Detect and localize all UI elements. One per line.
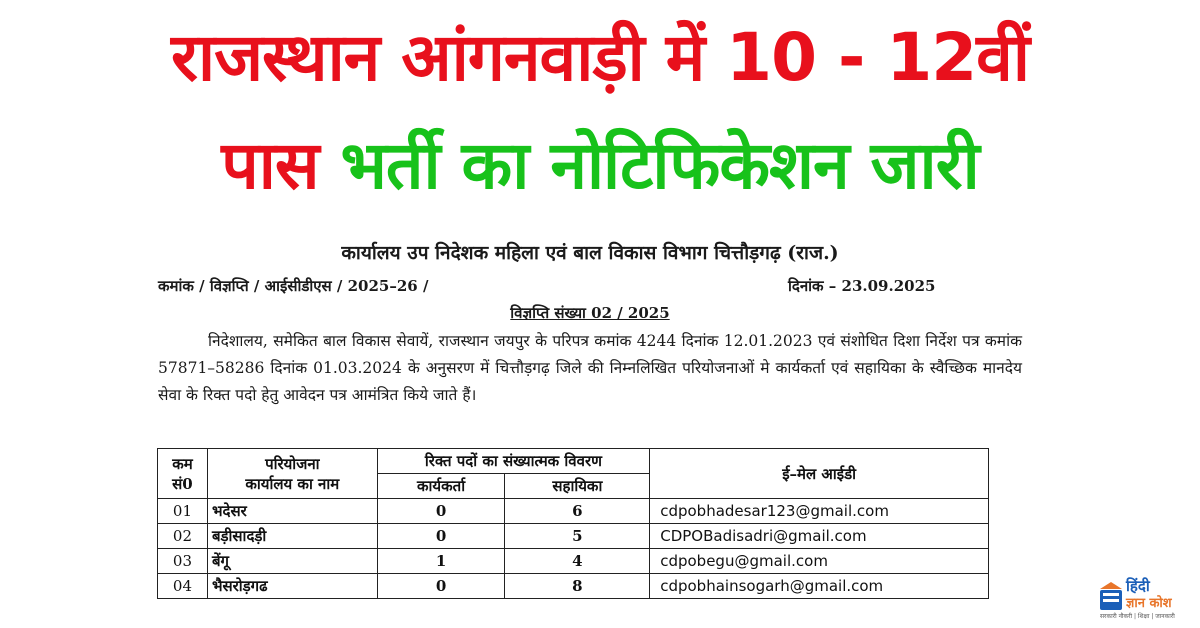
table-row [158, 499, 989, 524]
headline-line-1: राजस्थान आंगनवाड़ी में 10 - 12वीं [171, 19, 1029, 96]
table-row [158, 549, 989, 574]
project-header [207, 449, 377, 499]
notice-paragraph-text: निदेशालय, समेकित बाल विकास सेवायें, राजस्थान जयपुर के परिपत्र कमांक 4244 दिनांक 12.01.2023 एवं संशोधित दिशा निर्देश पत्र कमांक 57871–58286 दिनांक 01.03.2024 के अनुसरण में चित्तौड़गढ़ जिले की निम्नलिखित परियोजनाओं मे कार्यकर्ता एवं सहायिका के स्वैच्छिक मानदेय सेवा के रिक्त पदो हेतु आवेदन पत्र आमंत्रित किये जाते हैं। [158, 332, 1022, 404]
row-sn: 04 [158, 574, 208, 599]
vacancy-table [157, 448, 989, 599]
headline-notification-text: भर्ती का नोटिफिकेशन जारी [340, 127, 979, 204]
project-header-line-1: परियोजना [265, 454, 320, 473]
reference-number: कमांक / विज्ञप्ति / आईसीडीएस / 2025–26 / [158, 277, 429, 295]
worker-header: कार्यकर्ता [377, 474, 505, 499]
vacancy-group-header: रिक्त पदों का संख्यात्मक विवरण [377, 449, 650, 474]
headline-pass-word: पास [221, 127, 319, 204]
site-logo[interactable] [1098, 576, 1194, 622]
row-email: CDPOBadisadri@gmail.com [650, 524, 989, 549]
row-email: cdpobhadesar123@gmail.com [650, 499, 989, 524]
notice-document [150, 238, 1030, 409]
row-worker-count: 0 [377, 574, 505, 599]
row-project: बेंगू [207, 549, 377, 574]
row-email: cdpobhainsogarh@gmail.com [650, 574, 989, 599]
row-helper-count: 6 [505, 499, 650, 524]
row-email: cdpobegu@gmail.com [650, 549, 989, 574]
logo-text-gyan-kosh: ज्ञान कोश [1126, 596, 1172, 611]
headline-line-2 [0, 126, 1200, 206]
project-header-line-2: कार्यालय का नाम [245, 474, 340, 493]
reference-row [150, 276, 1030, 302]
row-sn: 01 [158, 499, 208, 524]
sn-header [158, 449, 208, 499]
logo-text-hindi: हिंदी [1126, 577, 1150, 595]
row-worker-count: 0 [377, 499, 505, 524]
notice-number: विज्ञप्ति संख्या 02 / 2025 [510, 304, 670, 322]
office-title: कार्यालय उप निदेशक महिला एवं बाल विकास विभाग चित्तौड़गढ़ (राज.) [341, 242, 839, 264]
row-helper-count: 4 [505, 549, 650, 574]
row-worker-count: 1 [377, 549, 505, 574]
row-project: भैसरोड़गढ [207, 574, 377, 599]
table-row [158, 574, 989, 599]
row-helper-count: 5 [505, 524, 650, 549]
sn-header-line-1: कम [172, 454, 193, 473]
sn-header-line-2: सं0 [172, 474, 193, 493]
table-header-row-1 [158, 449, 989, 474]
row-worker-count: 0 [377, 524, 505, 549]
logo-tagline: सरकारी नौकरी | शिक्षा | जानकारी [1100, 613, 1175, 620]
row-project: बड़ीसादड़ी [207, 524, 377, 549]
row-project: भदेसर [207, 499, 377, 524]
table-row [158, 524, 989, 549]
email-header: ई–मेल आईडी [650, 449, 989, 499]
row-helper-count: 8 [505, 574, 650, 599]
notice-date: दिनांक – 23.09.2025 [788, 277, 936, 295]
row-sn: 03 [158, 549, 208, 574]
helper-header: सहायिका [505, 474, 650, 499]
books-icon [1098, 582, 1124, 612]
notice-paragraph [158, 328, 1022, 409]
row-sn: 02 [158, 524, 208, 549]
